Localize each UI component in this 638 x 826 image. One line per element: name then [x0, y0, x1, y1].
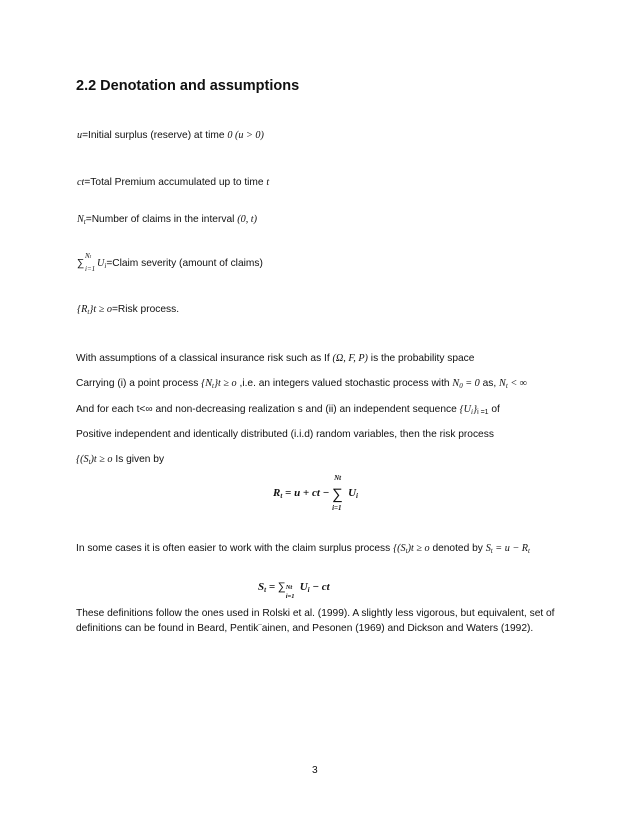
definition-risk-text: =Risk process. [111, 304, 180, 315]
page-number: 3 [312, 765, 318, 776]
definition-risk-math: }t ≥ o [89, 304, 112, 315]
definition-sum-text: =Claim severity (amount of claims) [106, 258, 263, 269]
definition-u-math: 0 (u > 0) [227, 130, 264, 141]
para1-line2: Carrying (i) a point process $\{N_t\}t \ge o$ ,i.e. an integers valued stochastic process with $N_0 = 0$ as, $N_t$ < ∞ [76, 378, 528, 390]
eq1-lower: i=1 [332, 504, 342, 512]
sum-lower: i=1 [85, 265, 96, 273]
symbol-u-i-sub: i [104, 262, 107, 270]
definition-u-text: =Initial surplus (reserve) at time [82, 130, 228, 141]
definition-sum [77, 252, 263, 273]
symbol-r-sub: t [87, 308, 90, 316]
para1-line3: And for each t<∞ and non-decreasing realization s and (ii) an independent sequence $\{U_i\}_{i =1}$ of [76, 404, 500, 416]
symbol-u-i: U [97, 258, 105, 269]
symbol-n: N [77, 214, 84, 225]
eq2-upper: Nt [285, 584, 293, 591]
symbol-n-sub: t [83, 218, 86, 226]
para1-line1: With assumptions of a classical insurance risk such as If (Ω, F, P) is the probability space [76, 353, 475, 364]
symbol-ct: ct [77, 177, 85, 188]
definition-nt-text: =Number of claims in the interval [85, 214, 238, 225]
symbol-r: {R [77, 304, 88, 315]
sum-sigma: ∑ [77, 258, 85, 269]
para3: These definitions follow the ones used in Rolski et al. (1999). A slightly less vigorous, but equivalent, set of definitions can be found in Beard, Pentik¨ainen, and Pesonen (1969) and Dickson and Waters (1992). [76, 608, 555, 634]
definition-ct-math: t [266, 177, 270, 188]
definition-nt-math: (0, t) [237, 214, 258, 225]
sum-upper: Nt [85, 252, 92, 260]
definition-ct [77, 177, 269, 188]
eq2-lower: i=1 [285, 593, 295, 600]
eq1-upper: Nt [334, 474, 342, 482]
para1-line5: {$(S_t)t \ge o$ Is given by [76, 454, 165, 466]
symbol-u: u [77, 130, 83, 141]
para1-line4: Positive independent and identically distributed (i.i.d) random variables, then the risk process [76, 429, 494, 440]
definition-nt [77, 214, 257, 226]
equation-risk-process: $R_t = u$ + ct − ∑ Nt i=1 $U_i$ [273, 474, 358, 512]
definition-ct-text: =Total Premium accumulated up to time [84, 177, 267, 188]
section-heading: 2.2 Denotation and assumptions [76, 78, 300, 94]
definition-risk [77, 304, 179, 316]
para2: In some cases it is often easier to work with the claim surplus process {$(S_t)t \ge o$ denoted by $S_t = u - R_t$ [76, 543, 530, 555]
eq1-sigma: ∑ [332, 486, 343, 503]
equation-claim-surplus: $S_t$ = ∑ Nt i=1 $U_i$ − ct [258, 581, 330, 600]
definition-u [77, 130, 264, 141]
eq2-sigma: ∑ [277, 581, 286, 593]
